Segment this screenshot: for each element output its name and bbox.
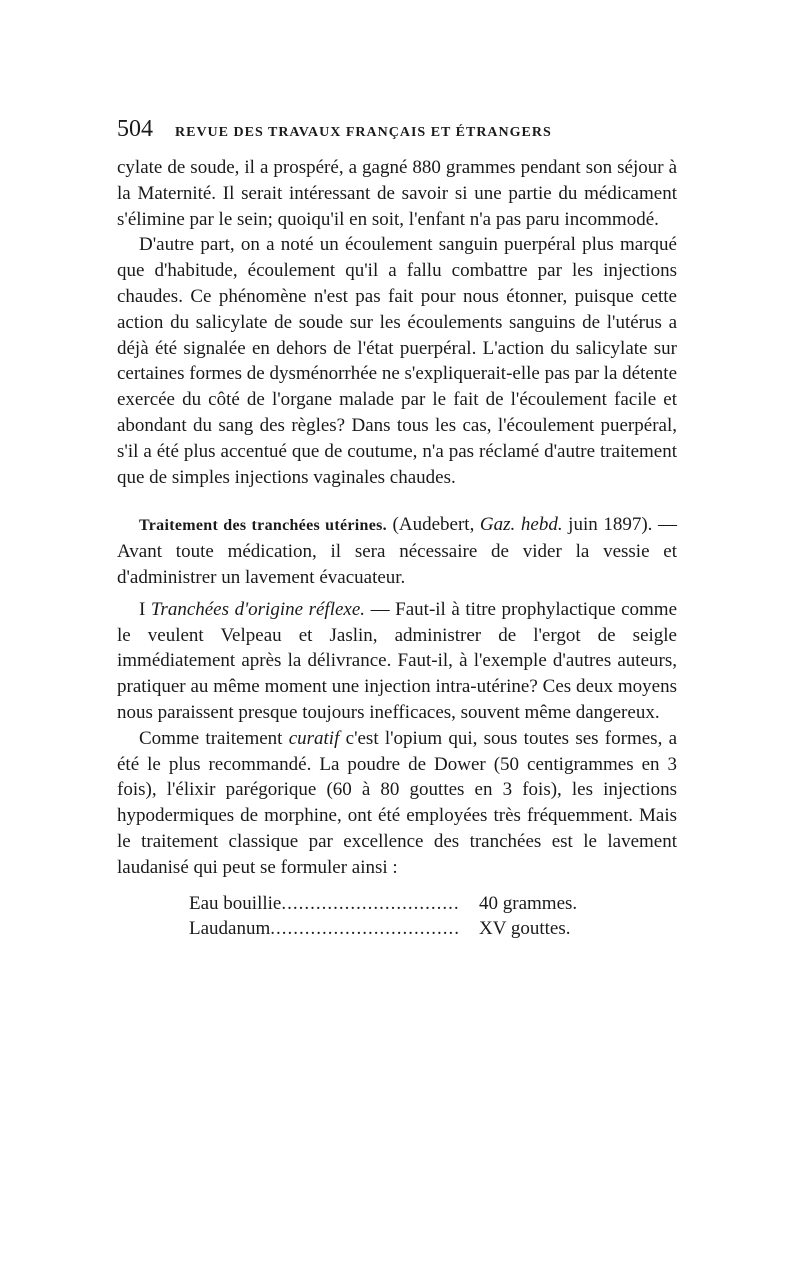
ingredient-name: Laudanum: [189, 918, 271, 940]
treatment-text-before: Comme traitement: [139, 727, 289, 749]
paragraph-continuation: cylate de soude, il a prospéré, a gagné 880 grammes pendant son séjour à la Maternité. Il serait intéressant de savoir si une partie du médicament s'élimine par le sein; quoiqu'il en soit, l'enfant n'a pas paru incommodé.: [117, 157, 677, 230]
ingredient-quantity: 40 grammes.: [479, 892, 578, 914]
journal-header-title: REVUE DES TRAVAUX FRANÇAIS ET ÉTRANGERS: [175, 125, 552, 140]
subsection-title: Tranchées d'origine réflexe.: [150, 598, 366, 620]
treatment-text-after: c'est l'opium qui, sous toutes ses formes, a été le plus recommandé. La poudre de Dower (50 centigrammes en 3 fois), l'élixir parégorique (60 à 80 gouttes en 3 fois), les injections hypodermiques de morphine, ont été employées très fréquemment. Mais le traitement classique par excellence des tranchées est le lavement laudanisé qui peut se formuler ainsi :: [117, 727, 678, 878]
dot-leader: [270, 916, 461, 942]
formula-row: [189, 891, 599, 917]
section-uterine-cramps: [117, 512, 677, 590]
dot-leader: [281, 891, 461, 917]
section-text: juin 1897). — Avant toute médication, il sera nécessaire de vider la vessie et d'administrer un lavement évacuateur.: [117, 514, 677, 588]
subsection-number: I: [139, 598, 151, 620]
paragraph-curative-treatment: [117, 726, 677, 881]
journal-name: Gaz. hebd.: [479, 514, 563, 536]
running-head: [117, 116, 677, 143]
subsection-reflex-cramps: [117, 597, 677, 726]
section-title: Traitement des tranchées utérines.: [139, 517, 387, 535]
treatment-emphasis: curatif: [288, 727, 340, 749]
formula-row: [189, 916, 599, 942]
page-number: 504: [117, 116, 153, 142]
citation-open: (Audebert,: [386, 514, 480, 536]
page: [117, 116, 677, 942]
subsection-text: — Faut-il à titre prophylactique comme le veulent Velpeau et Jaslin, administrer de l'ergot de seigle immédiatement après la délivrance. Faut-il, à l'exemple d'autres auteurs, pratiquer au même moment une injection intra-utérine? Ces deux moyens nous paraissent presque toujours inefficaces, souvent même dangereux.: [117, 598, 677, 723]
ingredient-name: Eau bouillie: [189, 892, 282, 914]
paragraph-puerperal-discharge: D'autre part, on a noté un écoulement sanguin puerpéral plus marqué que d'habitude, écoulement qu'il a fallu combattre par les injections chaudes. Ce phénomène n'est pas fait pour nous étonner, puisque cette action du salicylate de soude sur les écoulements sanguins de l'utérus a déjà été signalée en dehors de l'état puerpéral. L'action du salicylate sur certaines formes de dysménorrhée ne s'expliquerait-elle pas par la détente exercée du côté de l'organe malade par le fait de l'écoulement facile et abondant du sang des règles? Dans tous les cas, l'écoulement puerpéral, s'il a été plus accentué que de coutume, n'a pas réclamé d'autre traitement que de simples injections vaginales chaudes.: [117, 234, 677, 488]
ingredient-quantity: XV gouttes.: [479, 918, 571, 940]
prescription-formula: [189, 891, 677, 943]
